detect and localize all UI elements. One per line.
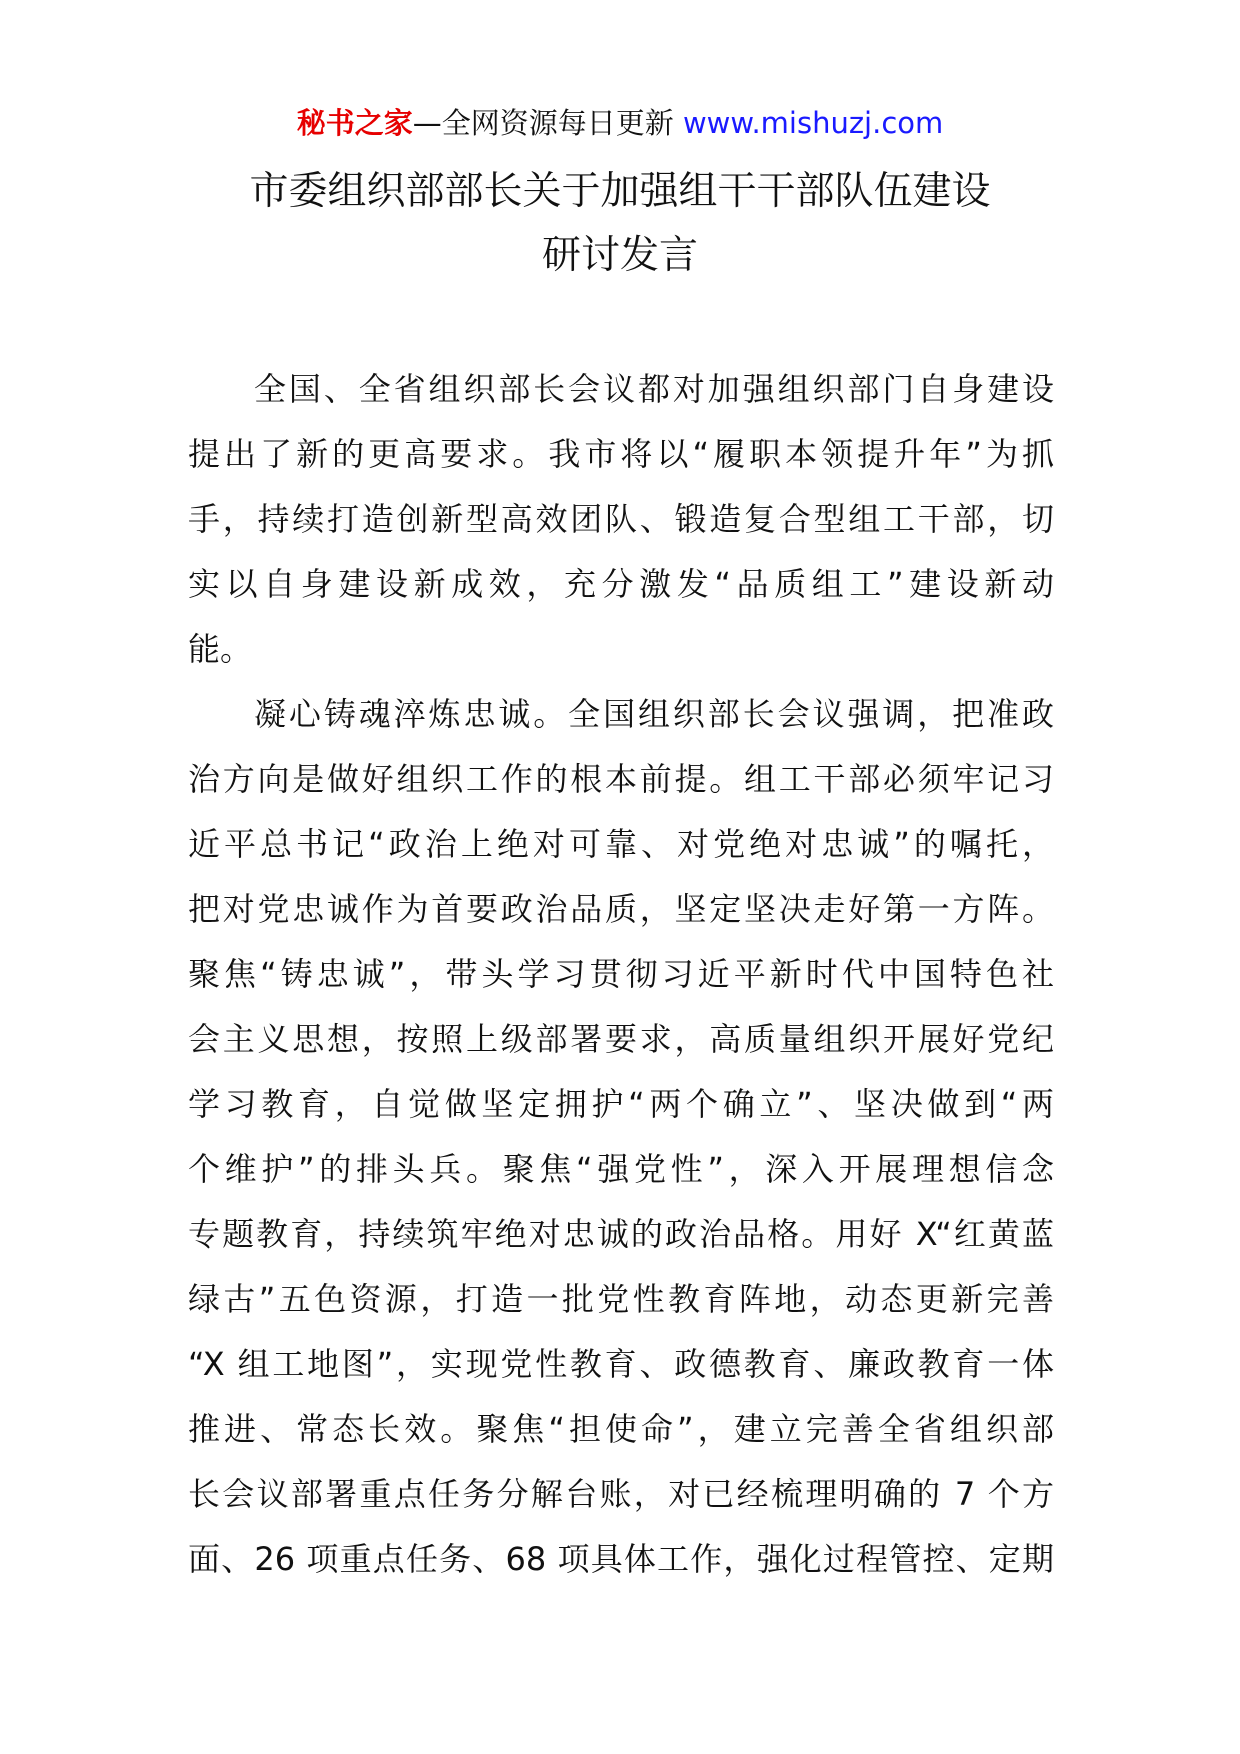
paragraph-line: 近平总书记“政治上绝对可靠、对党绝对忠诚”的嘱托，	[188, 825, 1054, 863]
paragraph-line: 个维护”的排头兵。聚焦“强党性”，深入开展理想信念	[188, 1150, 1054, 1188]
paragraph-line: 手，持续打造创新型高效团队、锻造复合型组工干部，切	[188, 500, 1054, 538]
site-tagline: 全网资源每日更新	[441, 106, 674, 140]
paragraph-line: 绿古”五色资源，打造一批党性教育阵地，动态更新完善	[188, 1280, 1054, 1318]
paragraph-line: 实以自身建设新成效，充分激发“品质组工”建设新动	[188, 565, 1054, 603]
paragraph-line: 提出了新的更高要求。我市将以“履职本领提升年”为抓	[188, 435, 1054, 473]
paragraph-line: 推进、常态长效。聚焦“担使命”，建立完善全省组织部	[188, 1410, 1054, 1448]
paragraph-line: “X 组工地图”，实现党性教育、政德教育、廉政教育一体	[188, 1345, 1054, 1383]
paragraph-line: 会主义思想，按照上级部署要求，高质量组织开展好党纪	[188, 1020, 1054, 1058]
paragraph-line: 面、26 项重点任务、68 项具体工作，强化过程管控、定期	[188, 1540, 1054, 1578]
document-body	[188, 357, 1054, 1592]
paragraph-line: 长会议部署重点任务分解台账，对已经梳理明确的 7 个方	[188, 1475, 1054, 1513]
document-title	[0, 160, 1240, 288]
site-url-link[interactable]: www.mishuzj.com	[682, 106, 944, 140]
paragraph-loyalty	[188, 682, 1054, 1592]
paragraph-line: 专题教育，持续筑牢绝对忠诚的政治品格。用好 X“红黄蓝	[188, 1215, 1054, 1253]
paragraph-line: 学习教育，自觉做坚定拥护“两个确立”、坚决做到“两	[188, 1085, 1054, 1123]
title-line-2: 研讨发言	[541, 233, 698, 278]
header-separator: —	[412, 106, 442, 140]
paragraph-line: 聚焦“铸忠诚”，带头学习贯彻习近平新时代中国特色社	[188, 955, 1054, 993]
title-line-1: 市委组织部部长关于加强组干干部队伍建设	[249, 169, 991, 214]
paragraph-intro	[188, 357, 1054, 682]
paragraph-line: 全国、全省组织部长会议都对加强组织部门自身建设	[254, 370, 1054, 408]
site-header	[0, 100, 1240, 146]
paragraph-line: 把对党忠诚作为首要政治品质，坚定坚决走好第一方阵。	[188, 890, 1054, 928]
paragraph-line: 治方向是做好组织工作的根本前提。组工干部必须牢记习	[188, 760, 1054, 798]
paragraph-line: 凝心铸魂淬炼忠诚。全国组织部长会议强调，把准政	[254, 695, 1054, 733]
site-brand: 秘书之家	[296, 106, 413, 140]
paragraph-line: 能。	[188, 630, 253, 668]
